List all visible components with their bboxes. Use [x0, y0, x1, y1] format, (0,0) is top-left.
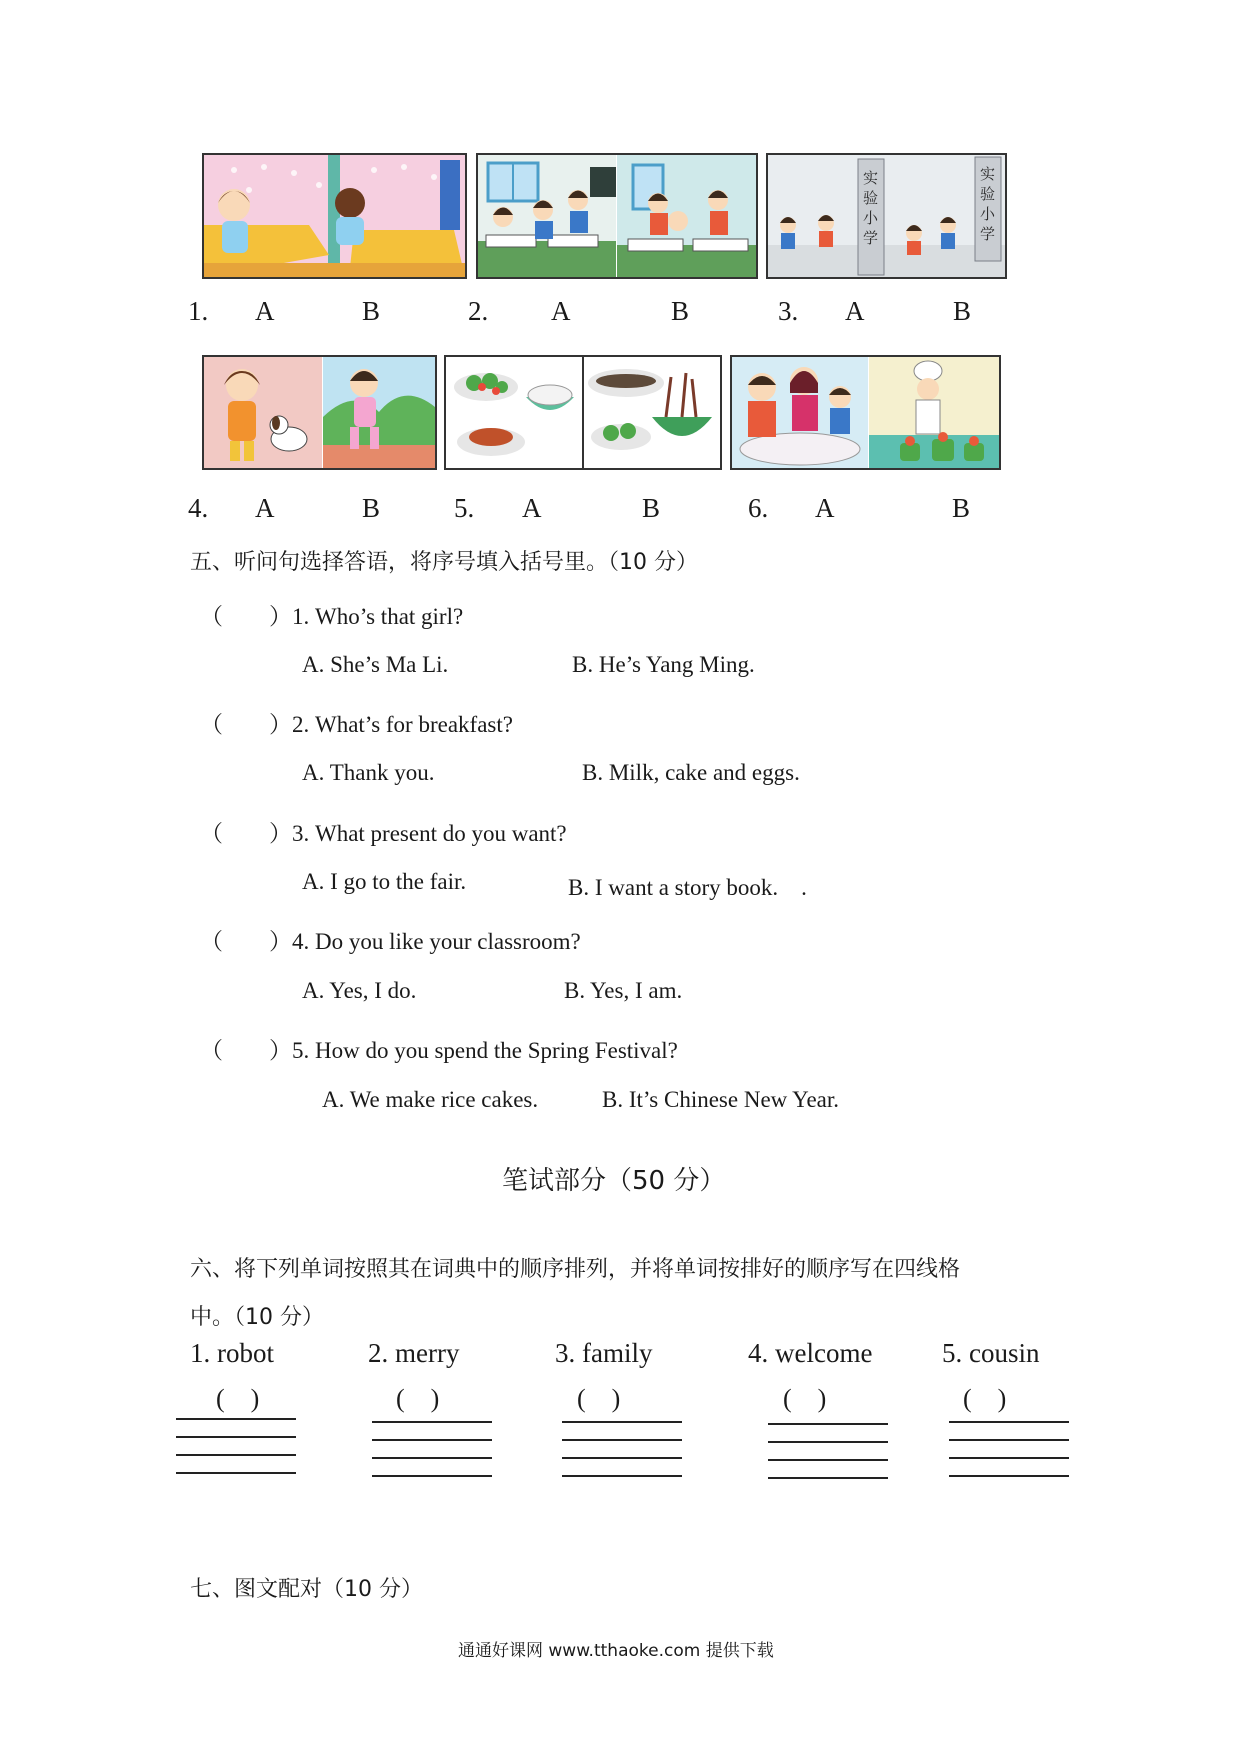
row1-label-1b: B [362, 296, 381, 326]
row1-label-3: 3. [778, 296, 799, 326]
section6-title-line2: 中。（10 分） [190, 1305, 324, 1330]
q4-option-a: A. Yes, I do. [302, 978, 417, 1003]
q3-option-b: B. I want a story book. . [568, 875, 807, 900]
row2-label-4b: B [362, 493, 381, 523]
row2-label-5: 5. [454, 493, 475, 523]
q4-question: （ ）4. Do you like your classroom? [200, 929, 581, 954]
word-1: 1. robot [190, 1338, 274, 1368]
word-5: 5. cousin [942, 1338, 1040, 1368]
q5-question: （ ）5. How do you spend the Spring Festival? [200, 1038, 678, 1063]
svg-text:验: 验 [863, 189, 879, 207]
picture-2-classroom [476, 153, 758, 279]
word-2: 2. merry [368, 1338, 460, 1368]
row1-label-2a: A [551, 296, 571, 326]
section6-title-line1: 六、将下列单词按照其在词典中的顺序排列，并将单词按排好的顺序写在四线格 [190, 1257, 961, 1282]
q3-question: （ ）3. What present do you want? [200, 821, 567, 846]
q5-option-b: B. It’s Chinese New Year. [602, 1087, 840, 1112]
row1-label-2b: B [671, 296, 690, 326]
row2-label-5b: B [642, 493, 661, 523]
svg-text:学: 学 [863, 229, 879, 247]
picture-6-family-dinner [730, 355, 1001, 470]
q1-option-b: B. He’s Yang Ming. [572, 652, 755, 677]
picture-1-bedroom [202, 153, 467, 279]
q2-option-a: A. Thank you. [302, 760, 435, 785]
q5-option-a: A. We make rice cakes. [322, 1087, 539, 1112]
svg-text:小: 小 [980, 205, 996, 223]
picture-3-school-gate [766, 153, 1007, 279]
row2-label-6: 6. [748, 493, 769, 523]
q4-option-b: B. Yes, I am. [564, 978, 683, 1003]
row1-label-2: 2. [468, 296, 489, 326]
svg-text:实: 实 [980, 165, 996, 183]
word-4: 4. welcome [748, 1338, 873, 1368]
picture-4-girl-activities [202, 355, 437, 470]
word-1-blank[interactable]: ( ) [216, 1384, 260, 1413]
word-4-blank[interactable]: ( ) [783, 1384, 827, 1413]
word-2-blank[interactable]: ( ) [396, 1384, 440, 1413]
row1-label-1a: A [255, 296, 275, 326]
row1-label-3a: A [845, 296, 865, 326]
word-3-blank[interactable]: ( ) [577, 1384, 621, 1413]
row1-label-1: 1. [188, 296, 209, 326]
row2-label-4: 4. [188, 493, 209, 523]
q1-question: （ ）1. Who’s that girl? [200, 604, 464, 629]
section7-title: 七、图文配对（10 分） [190, 1577, 423, 1602]
row2-label-6b: B [952, 493, 971, 523]
row2-label-5a: A [522, 493, 542, 523]
q2-option-b: B. Milk, cake and eggs. [582, 760, 800, 785]
section5-title: 五、听问句选择答语，将序号填入括号里。（10 分） [190, 550, 698, 575]
row2-label-4a: A [255, 493, 275, 523]
q2-question: （ ）2. What’s for breakfast? [200, 712, 513, 737]
footer-source: 通通好课网 www.tthaoke.com 提供下载 [458, 1641, 774, 1661]
svg-text:小: 小 [863, 209, 879, 227]
svg-text:学: 学 [980, 225, 996, 243]
sign-char-1: 实 [863, 169, 879, 187]
word-3: 3. family [555, 1338, 653, 1368]
svg-text:验: 验 [980, 185, 996, 203]
q1-option-a: A. She’s Ma Li. [302, 652, 449, 677]
written-part-title: 笔试部分（50 分） [502, 1166, 726, 1196]
word-5-blank[interactable]: ( ) [963, 1384, 1007, 1413]
row2-label-6a: A [815, 493, 835, 523]
picture-5-food [444, 355, 722, 470]
q3-option-a: A. I go to the fair. [302, 869, 467, 894]
row1-label-3b: B [953, 296, 972, 326]
